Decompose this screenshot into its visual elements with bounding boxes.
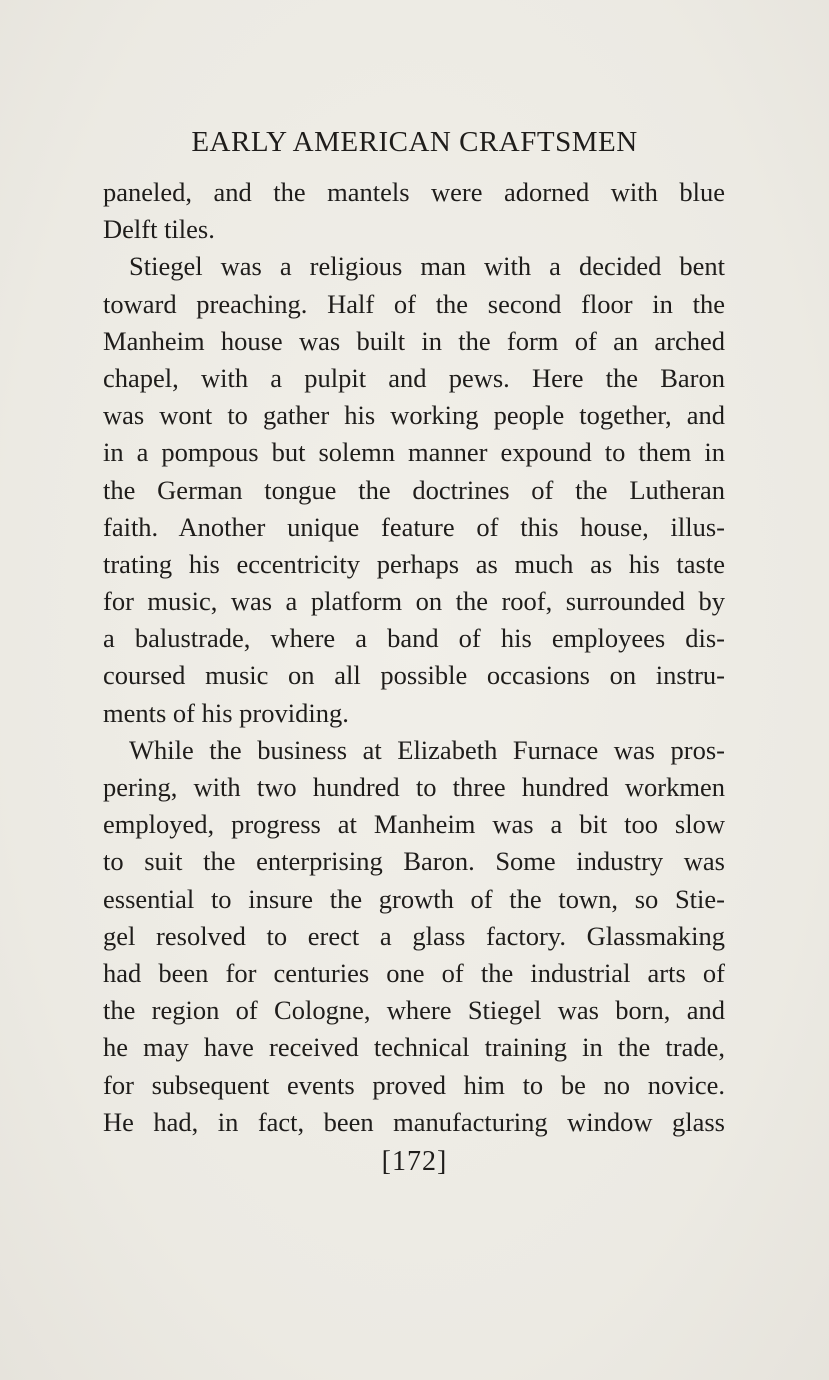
text-line: faith. Another unique feature of this house, illus-	[103, 511, 725, 542]
text-line: a balustrade, where a band of his employees dis-	[103, 623, 725, 654]
text-line: for music, was a platform on the roof, surrounded by	[103, 586, 725, 617]
text-line: Delft tiles.	[103, 214, 215, 245]
text-line: the German tongue the doctrines of the Lutheran	[103, 474, 725, 505]
text-line: While the business at Elizabeth Furnace was pros-	[129, 734, 725, 765]
page-number: [172]	[381, 1146, 448, 1177]
text-line: the region of Cologne, where Stiegel was born, and	[103, 995, 725, 1026]
text-line: gel resolved to erect a glass factory. Glassmaking	[103, 920, 725, 951]
text-line: employed, progress at Manheim was a bit too slow	[103, 809, 725, 840]
text-line: He had, in fact, been manufacturing window glass	[103, 1106, 725, 1137]
text-line: ments of his providing.	[103, 697, 349, 728]
text-line: Stiegel was a religious man with a decided bent	[129, 251, 725, 282]
text-line: had been for centuries one of the industrial arts of	[103, 957, 725, 988]
text-line: Manheim house was built in the form of an arched	[103, 325, 725, 356]
running-head: EARLY AMERICAN CRAFTSMEN	[191, 126, 638, 158]
text-line: in a pompous but solemn manner expound to them in	[103, 437, 725, 468]
text-line: chapel, with a pulpit and pews. Here the Baron	[103, 362, 725, 393]
text-line: essential to insure the growth of the town, so Stie-	[103, 883, 725, 914]
text-line: was wont to gather his working people together, and	[103, 400, 725, 431]
text-line: trating his eccentricity perhaps as much as his taste	[103, 548, 725, 579]
text-line: pering, with two hundred to three hundred workmen	[103, 772, 725, 802]
body-text	[103, 174, 725, 1141]
text-line: coursed music on all possible occasions on instru-	[103, 660, 725, 691]
text-line: to suit the enterprising Baron. Some industry was	[103, 846, 725, 877]
text-line: he may have received technical training in the trade,	[103, 1032, 725, 1063]
text-line: for subsequent events proved him to be no novice.	[103, 1069, 725, 1100]
text-line: toward preaching. Half of the second floor in the	[103, 288, 725, 319]
text-line: paneled, and the mantels were adorned with blue	[103, 177, 725, 207]
